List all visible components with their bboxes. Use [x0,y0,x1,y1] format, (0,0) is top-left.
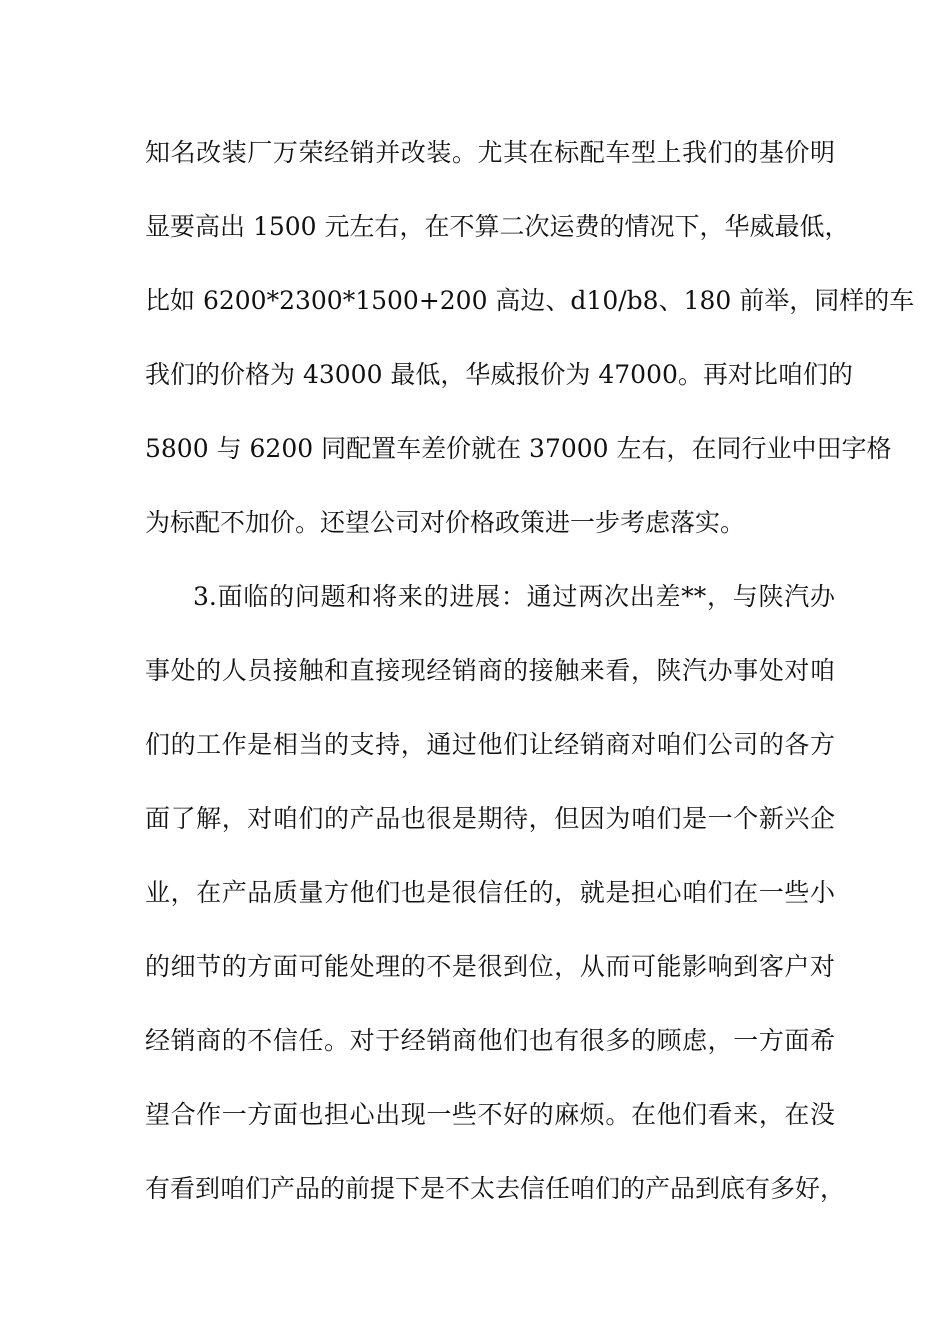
paragraph-line: 们的工作是相当的支持，通过他们让经销商对咱们公司的各方 [145,730,835,759]
paragraph-line: 比如 6200*2300*1500+200 高边、d10/b8、180 前举，同样的车 [145,286,915,315]
paragraph-line: 业，在产品质量方他们也是很信任的，就是担心咱们在一些小 [145,878,835,907]
paragraph-line: 为标配不加价。还望公司对价格政策进一步考虑落实。 [145,508,746,537]
paragraph-line: 事处的人员接触和直接现经销商的接触来看，陕汽办事处对咱 [145,656,835,685]
paragraph-line: 的细节的方面可能处理的不是很到位，从而可能影响到客户对 [145,952,835,981]
paragraph-line: 经销商的不信任。对于经销商他们也有很多的顾虑，一方面希 [145,1026,835,1055]
paragraph-line: 有看到咱们产品的前提下是不太去信任咱们的产品到底有多好， [145,1174,846,1203]
paragraph-line: 望合作一方面也担心出现一些不好的麻烦。在他们看来，在没 [145,1100,835,1129]
paragraph-line: 5800 与 6200 同配置车差价就在 37000 左右，在同行业中田字格 [145,434,892,463]
paragraph-line: 面了解，对咱们的产品也很是期待，但因为咱们是一个新兴企 [145,804,835,833]
paragraph-line: 3.面临的问题和将来的进展：通过两次出差**，与陕汽办 [193,582,835,611]
paragraph-line: 我们的价格为 43000 最低，华威报价为 47000。再对比咱们的 [145,360,853,389]
paragraph-line: 知名改装厂万荣经销并改装。尤其在标配车型上我们的基价明 [145,138,835,167]
paragraph-line: 显要高出 1500 元左右，在不算二次运费的情况下，华威最低， [145,212,850,241]
